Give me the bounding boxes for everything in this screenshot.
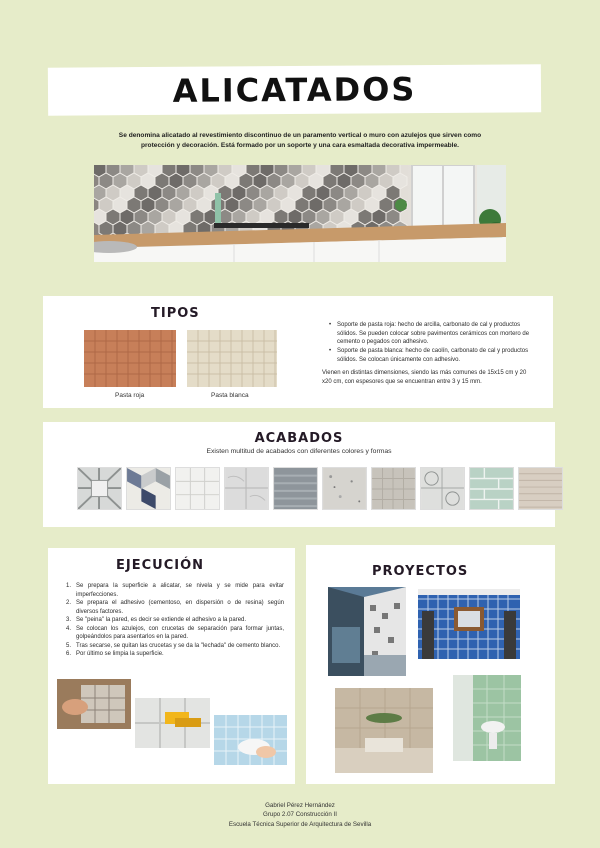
kitchen-hero-image [94,165,506,262]
title-card [48,64,541,115]
step-item [66,616,284,625]
footer-author: Gabriel Pérez Hernández [265,802,335,809]
tipos-bullet-roja: • Soporte de pasta roja: hecho de arcilla, carbonato de cal y productos sólidos. Se pueden colocar sobre pavimentos cerámicos con mortero de cemento o pegados con adhesivo. [329,321,537,347]
ejecucion-section [48,548,295,784]
pasta-roja-caption: Pasta roja [115,392,145,399]
step-item [66,582,284,599]
step-text: Se colocan los azulejos, con crucetas de separación para formar juntas, golpeándolos para asentarlos en la pared. [76,625,284,641]
swatch-marble [224,467,269,510]
step-number: 2. [66,600,72,607]
step-item [66,625,284,642]
project-interior-photo [335,688,433,773]
step-text: Tras secarse, se quitan las crucetas y se da la "lechada" de cemento blanco. [76,642,281,649]
tiling-photo [57,679,131,729]
swatch-floral-grey [420,467,465,510]
acabados-section [43,422,555,527]
swatch-green-subway [469,467,514,510]
proyectos-title: PROYECTOS [372,564,469,579]
finish-swatches [77,467,563,510]
cleaning-photo [214,715,287,765]
step-text: Por último se limpia la superficie. [76,651,164,658]
swatch-small-beige [518,467,563,510]
step-text: Se prepara el adhesivo (cementoso, en dispersión o de resina) según diversos factores. [76,600,284,615]
step-item [66,599,284,616]
footer-group: Grupo 2.07 Construcción II [263,811,337,819]
pasta-blanca-caption: Pasta blanca [211,392,249,399]
tipos-section [43,296,553,408]
tipos-list [329,321,537,364]
swatch-grey-stripes [273,467,318,510]
step-number: 5. [66,642,72,649]
page-title: ALICATADOS [172,70,417,110]
proyectos-section [306,545,555,784]
intro-text: Se denomina alicatado al revestimiento discontinuo de un paramento vertical o muro con azulejos que sirven como protección y decoración. Está formado por un soporte y una cara esmaltada decorativa impermeable. [118,132,482,149]
swatch-white-squares [175,467,220,510]
swatch-cube-pattern [126,467,171,510]
step-text: Se "peina" la pared, es decir se extiende el adhesivo a la pared. [76,617,247,624]
pasta-roja-image [84,330,176,387]
step-text: Se prepara la superficie a alicatar, se nivela y se mide para evitar imperfecciones. [76,583,284,598]
footer [0,801,600,829]
swatch-stone-beige [371,467,416,510]
project-azulejo-facade-photo [418,589,520,659]
step-number: 1. [66,583,72,589]
step-number: 4. [66,625,72,632]
acabados-subtitle: Existen multitud de acabados con diferentes colores y formas [206,448,392,455]
tipos-bullet-blanca: • Soporte de pasta blanca: hecho de caolín, carbonato de cal y productos sólidos. Se colocan únicamente con adhesivo. [329,347,537,364]
grouting-photo [135,698,210,748]
step-number: 3. [66,617,72,624]
step-item [66,650,284,659]
acabados-title: ACABADOS [254,431,344,446]
step-item [66,642,284,651]
pasta-blanca-image [187,330,277,387]
ejecucion-title: EJECUCIÓN [116,558,205,573]
swatch-geometric-grey [77,467,122,510]
swatch-terrazzo [322,467,367,510]
step-number: 6. [66,651,72,658]
tipos-dimensions-note: Vienen en distintas dimensiones, siendo las más comunes de 15x15 cm y 20 x20 cm, con espesores que se encuentran entre 3 y 15 mm. [322,370,527,385]
project-green-bathroom-photo [453,675,521,761]
footer-school: Escuela Técnica Superior de Arquitectura de Sevilla [228,820,372,828]
project-building-photo [328,587,406,676]
tipos-title: TIPOS [151,306,200,321]
ejecucion-steps [66,582,284,659]
